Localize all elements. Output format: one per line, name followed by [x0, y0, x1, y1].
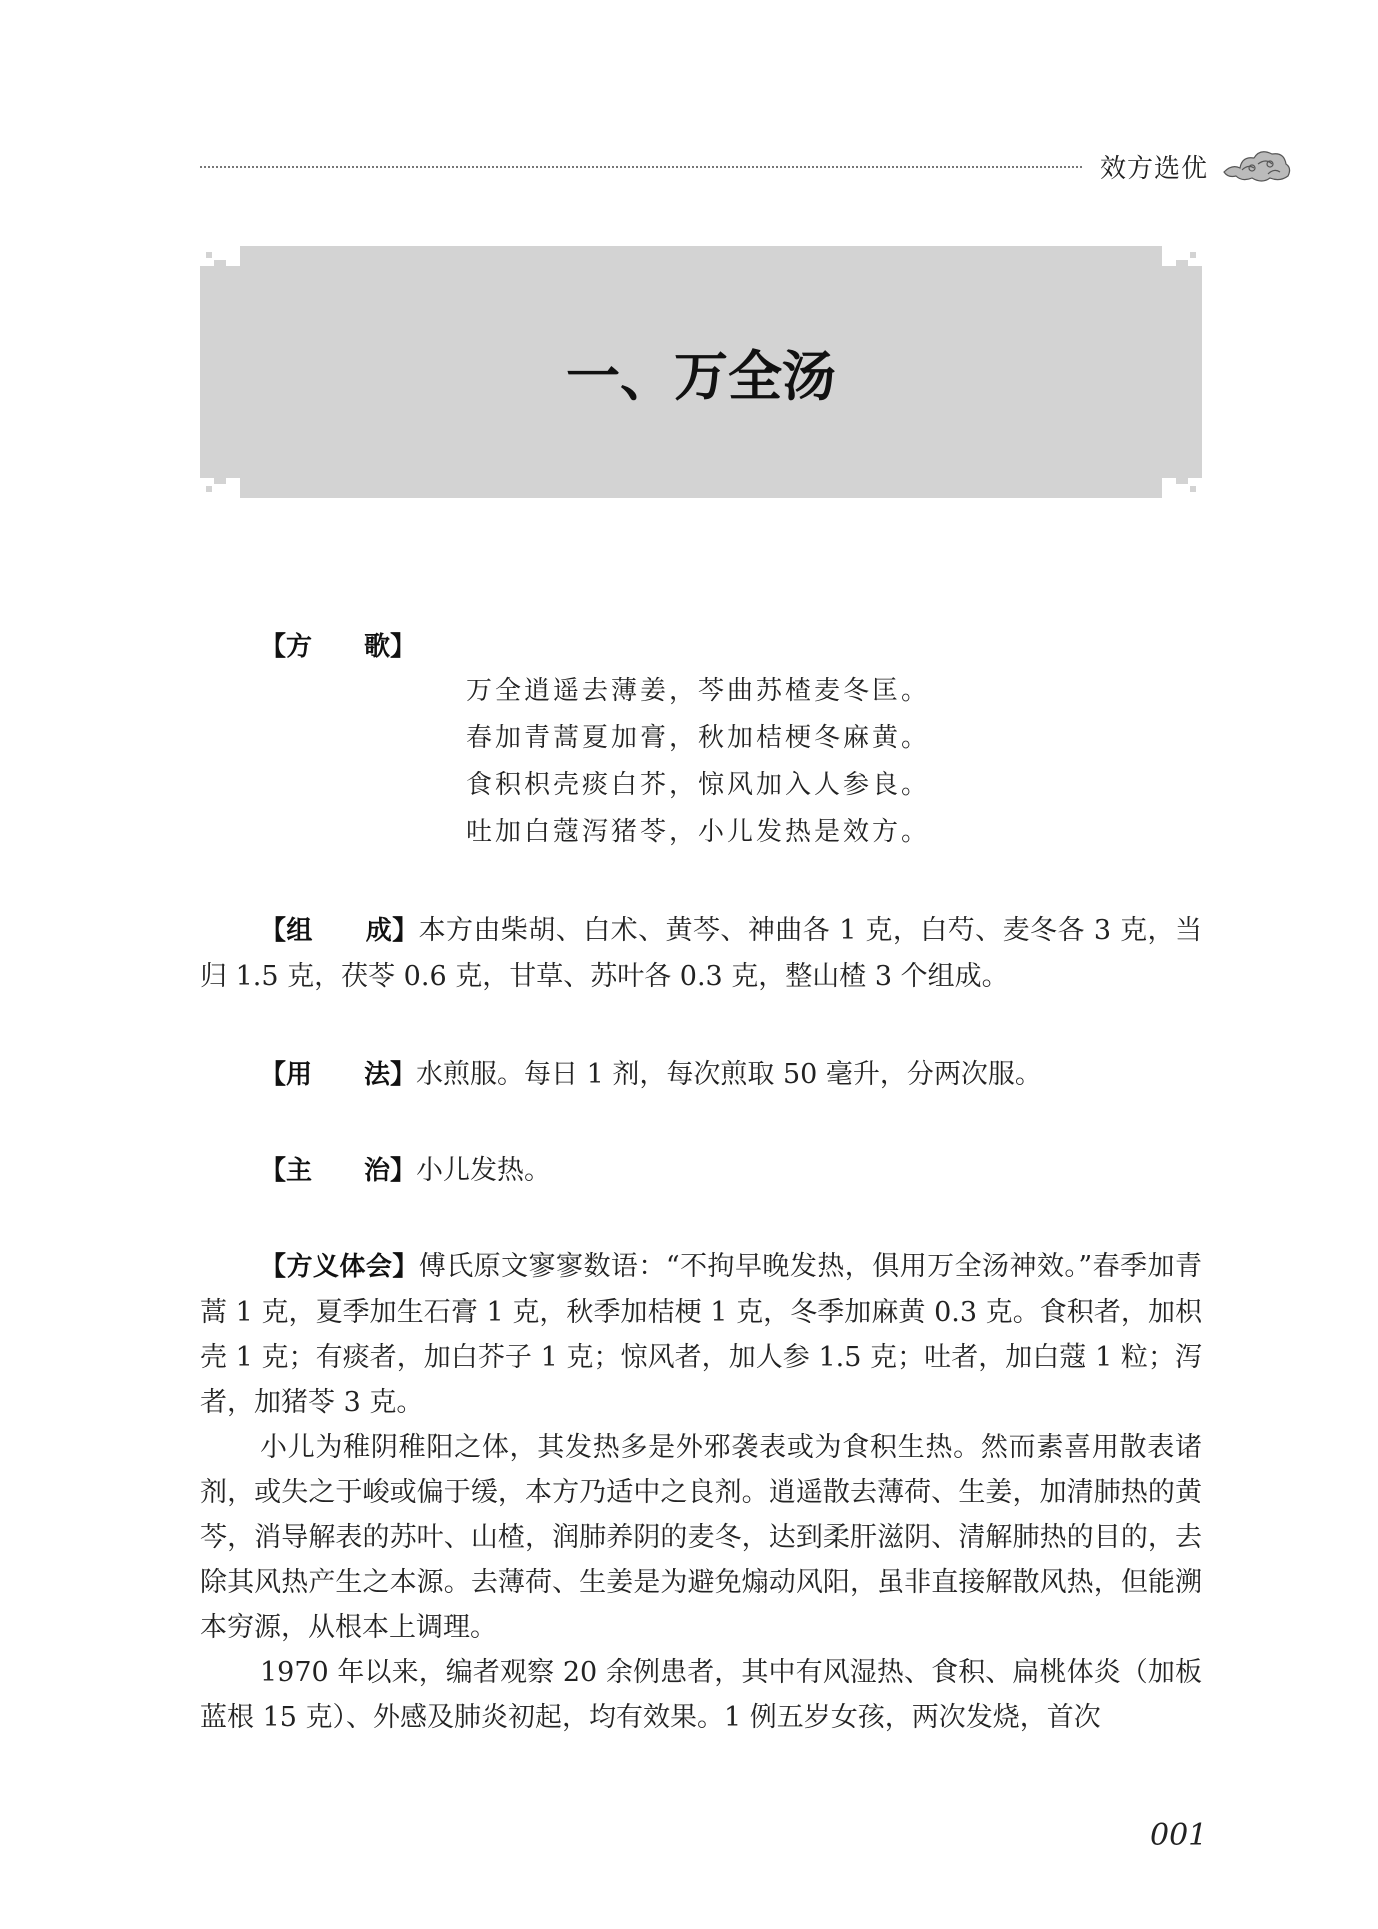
yongfa-label: 【用 法】 — [260, 1060, 417, 1090]
yongfa-section — [200, 1052, 1202, 1098]
yongfa-text: 水煎服。每日 1 剂，每次煎取 50 毫升，分两次服。 — [416, 1059, 1042, 1090]
zhuzhi-text: 小儿发热。 — [416, 1155, 552, 1186]
fangyi-label: 【方义体会】 — [260, 1252, 419, 1282]
fangge-label: 【方 歌】 — [260, 632, 417, 662]
fangyi-text: 傅氏原文寥寥数语：“不拘早晚发热，俱用万全汤神效。”春季加青蒿 1 克，夏季加生石膏 1 克，秋季加桔梗 1 克，冬季加麻黄 0.3 克。食积者，加枳壳 1 克；有痰者，加白芥子 1 克；惊风者，加人参 1.5 克；吐者，加白蔻 1 粒；泻者，加猪苓 3 克。 — [200, 1251, 1202, 1418]
zucheng-text: 本方由柴胡、白术、黄芩、神曲各 1 克，白芍、麦冬各 3 克，当归 1.5 克，茯苓 0.6 克，甘草、苏叶各 0.3 克，整山楂 3 个组成。 — [200, 915, 1202, 992]
verse-line: 万全逍遥去薄姜，芩曲苏楂麦冬匡。 — [466, 676, 931, 706]
header-rule — [200, 166, 1082, 168]
page-number: 001 — [1150, 1818, 1208, 1853]
zucheng-label: 【组 成】 — [260, 916, 419, 946]
zhuzhi-label: 【主 治】 — [260, 1156, 417, 1186]
title-banner — [200, 246, 1202, 498]
zhuzhi-section — [200, 1148, 1202, 1194]
verse-line: 吐加白蔻泻猪苓，小儿发热是效方。 — [466, 817, 931, 847]
fangyi-paragraph-2: 小儿为稚阴稚阳之体，其发热多是外邪袭表或为食积生热。然而素喜用散表诸剂，或失之于峻或偏于缓，本方乃适中之良剂。逍遥散去薄荷、生姜，加清肺热的黄芩，消导解表的苏叶、山楂，润肺养阴的麦冬，达到柔肝滋阴、清解肺热的目的，去除其风热产生之本源。去薄荷、生姜是为避免煽动风阳，虽非直接解散风热，但能溯本穷源，从根本上调理。 — [200, 1432, 1202, 1643]
zhuzhi-paragraph — [200, 1148, 1202, 1194]
running-header-title: 效方选优 — [1100, 154, 1209, 184]
fangyi-paragraph-1 — [200, 1244, 1202, 1425]
verse-line: 春加青蒿夏加膏，秋加桔梗冬麻黄。 — [466, 723, 931, 753]
verse-line: 食积枳壳痰白芥，惊风加入人参良。 — [466, 770, 931, 800]
recipe-title: 一、万全汤 — [566, 344, 836, 408]
cloud-ornament-icon — [1222, 146, 1292, 186]
zucheng-paragraph — [200, 908, 1202, 999]
zucheng-section — [200, 908, 1202, 999]
fangge-section — [200, 624, 1202, 670]
yongfa-paragraph — [200, 1052, 1202, 1098]
fangyi-section — [200, 1244, 1202, 1740]
fangyi-paragraph-3: 1970 年以来，编者观察 20 余例患者，其中有风湿热、食积、扁桃体炎（加板蓝根 15 克）、外感及肺炎初起，均有效果。1 例五岁女孩，两次发烧，首次 — [200, 1657, 1202, 1733]
